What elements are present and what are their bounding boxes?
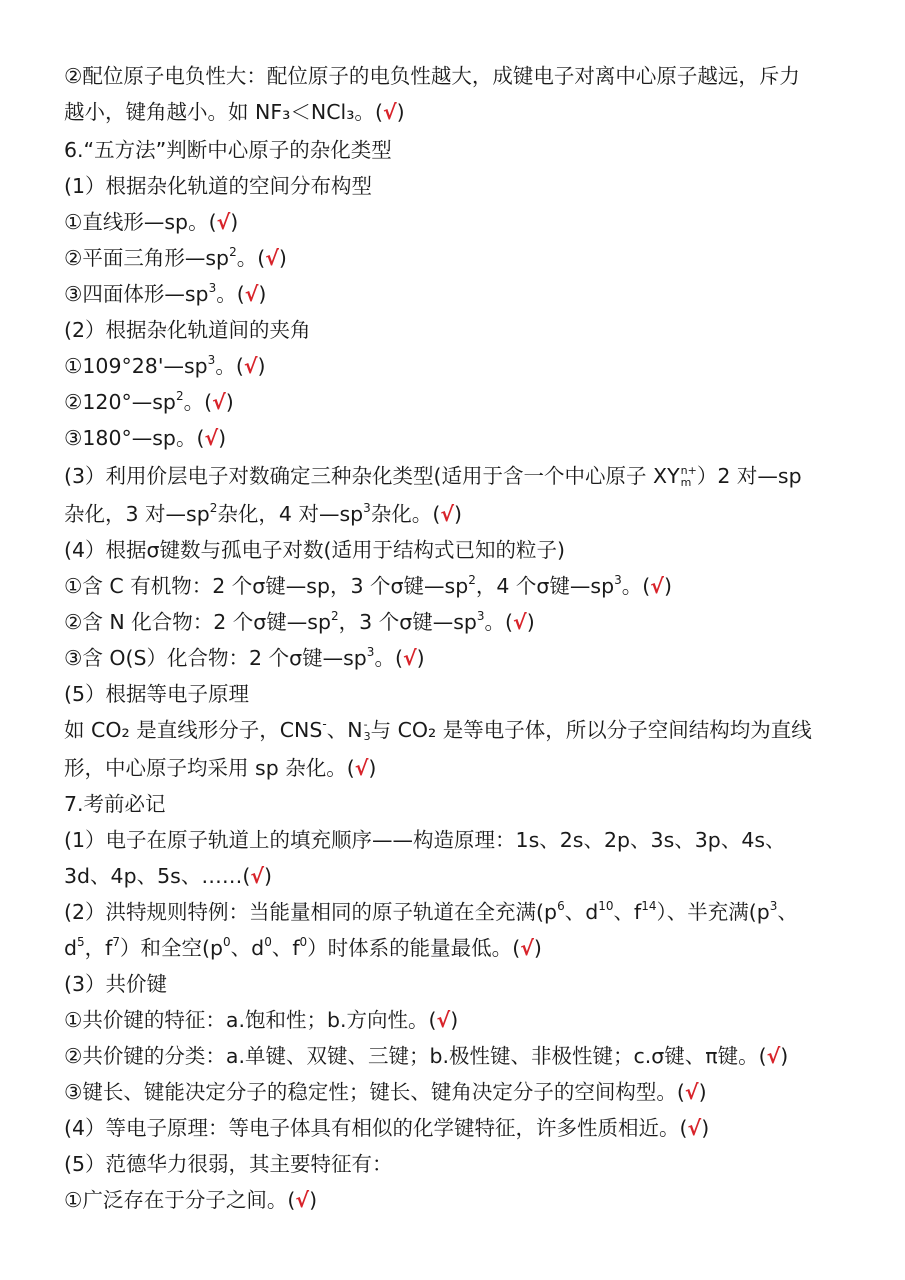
line-co2-example: 如 CO₂ 是直线形分子，CNS-、N - 3 与 CO₂ 是等电子体，所以分子空间结构均为直线: [64, 717, 812, 743]
checkmark-icon: √: [402, 646, 417, 670]
subheading-isoelectronic: (5）根据等电子原理: [64, 682, 250, 706]
subheading-spatial-distribution: (1）根据杂化轨道的空间分布构型: [64, 174, 373, 198]
line-angle-180: ③180°—sp。(√): [64, 426, 227, 450]
checkmark-icon: √: [295, 1188, 310, 1212]
line-isoelectronic-principle: (4）等电子原理：等电子体具有相似的化学键特征，许多性质相近。(√): [64, 1116, 710, 1140]
line-van-der-waals-feature: ①广泛存在于分子之间。(√): [64, 1188, 318, 1212]
heading-must-remember: 7.考前必记: [64, 792, 166, 816]
formula-sub-sup: - 3: [363, 718, 371, 743]
checkmark-icon: √: [204, 426, 219, 450]
line-bond-length-energy: ③键长、键能决定分子的稳定性；键长、键角决定分子的空间构型。(√): [64, 1080, 707, 1104]
line-covalent-classification: ②共价键的分类：a.单键、双键、三键；b.极性键、非极性键；c.σ键、π键。(√): [64, 1044, 789, 1068]
line-valence-pairs: (3）利用价层电子对数确定三种杂化类型(适用于含一个中心原子 XY n+ m ）2 对—sp: [64, 464, 802, 489]
checkmark-icon: √: [436, 1008, 451, 1032]
line-hund-rule: (2）洪特规则特例：当能量相同的原子轨道在全充满($p^6$、$d^{10}$、$f^{14}$）、半充满($p^3$、: [64, 899, 798, 924]
heading-five-methods: 6.“五方法”判断中心原子的杂化类型: [64, 138, 392, 162]
checkmark-icon: √: [250, 864, 265, 888]
checkmark-icon: √: [650, 574, 664, 598]
checkmark-icon: √: [382, 100, 397, 124]
checkmark-icon: √: [520, 936, 534, 960]
line-oxygen-sulfur-compounds: ③含 O(S）化合物：2 个σ键$—sp^3$。(√): [64, 645, 425, 670]
checkmark-icon: √: [766, 1044, 781, 1068]
subheading-sigma-lone-pairs: (4）根据σ键数与孤电子对数(适用于结构式已知的粒子): [64, 538, 566, 562]
formula-sub-sup: n+ m: [680, 464, 697, 489]
checkmark-icon: √: [354, 756, 369, 780]
line-nitrogen-compounds: ②含 N 化合物：2 个σ键$—sp^2$，3 个σ键$—sp^3$。(√): [64, 609, 535, 634]
checkmark-icon: √: [513, 610, 527, 634]
checkmark-icon: √: [216, 210, 231, 234]
line-trigonal-planar-sp2: ②平面三角形$—sp^2$。(√): [64, 245, 287, 270]
line-aufbau-principle: (1）电子在原子轨道上的填充顺序——构造原理：1s、2s、2p、3s、3p、4s、: [64, 828, 786, 852]
checkmark-icon: √: [687, 1116, 702, 1140]
line-ligand-electronegativity: ②配位原子电负性大：配位原子的电负性越大，成键电子对离中心原子越远，斥力: [64, 64, 800, 88]
subheading-orbital-angle: (2）根据杂化轨道间的夹角: [64, 318, 311, 342]
line-angle-109: $①109^\circ 28'—sp^3$。(√): [64, 353, 266, 378]
line-hund-rule-cont: $d^5$，$f^7$）和全空($p^0$、$d^0$、$f^0$）时体系的能量最低。(√): [64, 935, 542, 960]
checkmark-icon: √: [244, 282, 259, 306]
subheading-van-der-waals: (5）范德华力很弱，其主要特征有：: [64, 1152, 393, 1176]
line-angle-120: $②120^\circ—sp^2$。(√): [64, 389, 234, 414]
line-co2-conclusion: 形，中心原子均采用 sp 杂化。(√): [64, 756, 377, 780]
checkmark-icon: √: [212, 390, 226, 414]
checkmark-icon: √: [243, 354, 258, 378]
checkmark-icon: √: [440, 502, 454, 526]
line-valence-pairs-cont: 杂化，3 对$—sp^2$杂化，4 对$—sp^3$杂化。(√): [64, 501, 462, 526]
line-covalent-features: ①共价键的特征：a.饱和性；b.方向性。(√): [64, 1008, 459, 1032]
line-carbon-organics: ①含 C 有机物：2 个σ键—sp，3 个σ键$—sp^2$，4 个σ键$—sp^3$。(√): [64, 573, 672, 598]
checkmark-icon: √: [684, 1080, 699, 1104]
line-bond-angle-example: 越小，键角越小。如 NF₃＜NCl₃。(√): [64, 100, 405, 124]
line-tetrahedral-sp3: ③四面体形$—sp^3$。(√): [64, 281, 267, 306]
subheading-covalent-bond: (3）共价键: [64, 972, 168, 996]
line-linear-sp: ①直线形—sp。(√): [64, 210, 239, 234]
line-aufbau-cont: 3d、4p、5s、……(√): [64, 864, 273, 888]
checkmark-icon: √: [265, 246, 279, 270]
